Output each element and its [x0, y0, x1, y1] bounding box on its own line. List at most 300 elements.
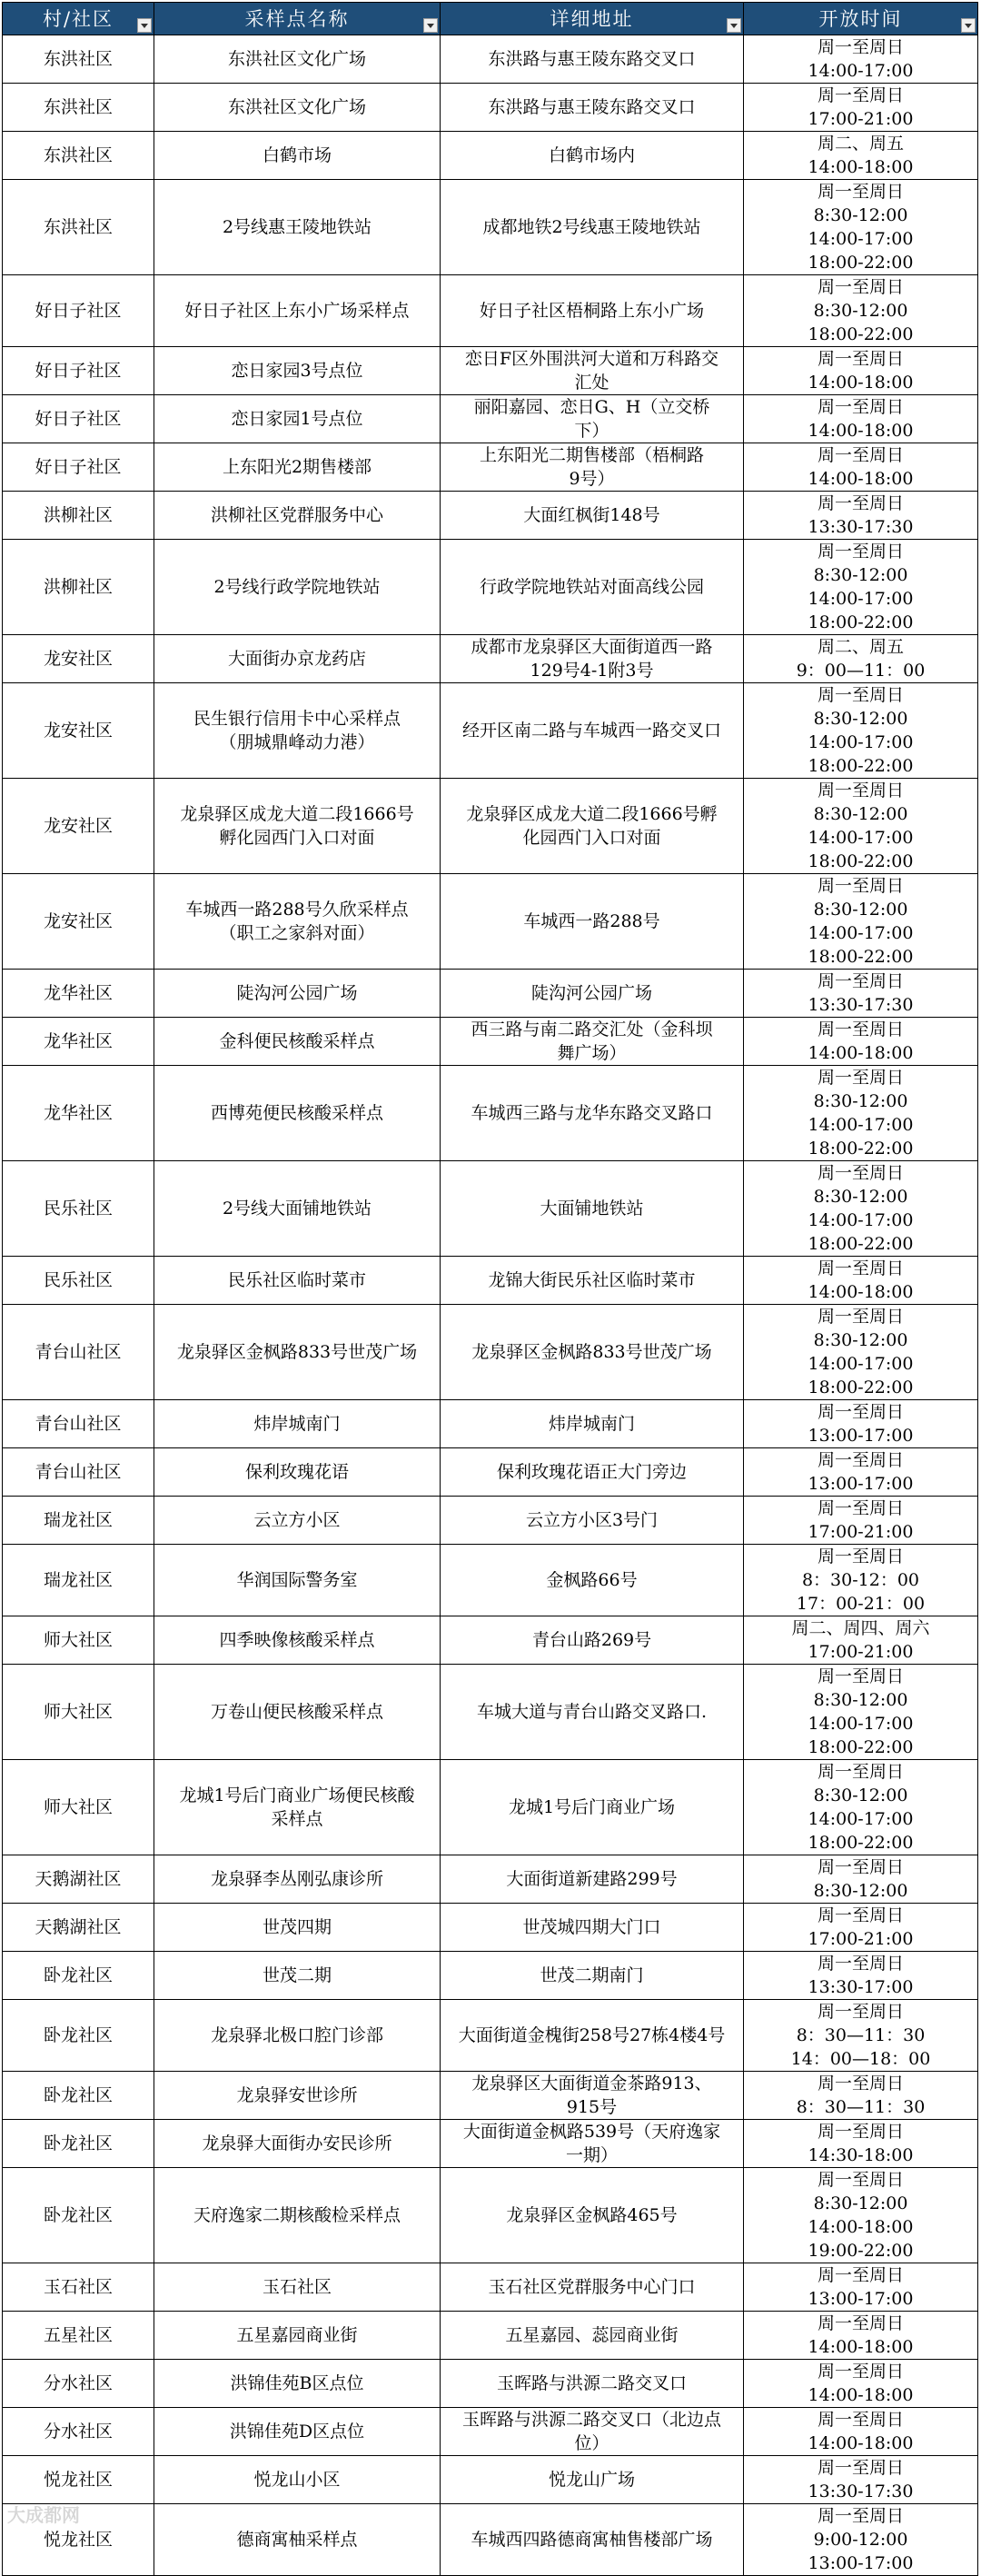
- cell-line: 周一至周日: [817, 876, 904, 896]
- cell-line: 玉晖路与洪源二路交叉口: [496, 2373, 687, 2393]
- cell-line: 西三路与南二路交汇处（金科坝: [471, 1019, 713, 1039]
- community-cell: 瑞龙社区: [3, 1545, 154, 1616]
- cell-line: 周一至周日: [817, 1498, 904, 1518]
- site-name-cell: [154, 874, 441, 970]
- cell-line: 周二、周五: [817, 637, 904, 657]
- table-row: [3, 443, 978, 492]
- address-cell: [441, 779, 744, 874]
- community-cell: 分水社区: [3, 2408, 154, 2456]
- open-time-cell: [744, 492, 978, 540]
- cell-line: 周一至周日: [817, 2506, 904, 2526]
- cell-line: 周一至周日: [817, 971, 904, 991]
- cell-line: 14:30-18:00: [808, 2145, 914, 2165]
- address-cell: [441, 1400, 744, 1448]
- site-name-cell: [154, 2168, 441, 2263]
- cell-line: 周一至周日: [817, 781, 904, 801]
- cell-line: 13:30-17:30: [808, 995, 914, 1015]
- cell-line: 玉晖路与洪源二路交叉口（北边点: [461, 2410, 721, 2430]
- community-cell: 民乐社区: [3, 1257, 154, 1305]
- open-time-cell: [744, 540, 978, 635]
- table-row: [3, 1760, 978, 1855]
- cell-line: 好日子社区上东小广场采样点: [184, 301, 410, 321]
- open-time-cell: [744, 1665, 978, 1760]
- community-cell: 好日子社区: [3, 395, 154, 443]
- watermark-logo: 大成都网: [7, 2504, 80, 2526]
- header-site-name[interactable]: 采样点名称: [154, 3, 441, 35]
- cell-line: 14:00-17:00: [808, 923, 914, 943]
- site-name-cell: [154, 540, 441, 635]
- cell-line: 14:00-18:00: [808, 421, 914, 441]
- cell-line: 云立方小区3号门: [525, 1510, 659, 1530]
- site-name-cell: [154, 132, 441, 180]
- cell-line: 18:00-22:00: [808, 1833, 914, 1853]
- table-row: [3, 2000, 978, 2072]
- community-cell: 东洪社区: [3, 132, 154, 180]
- cell-line: 14:00-17:00: [808, 1809, 914, 1829]
- cell-line: 周一至周日: [817, 1762, 904, 1782]
- address-cell: [441, 1161, 744, 1257]
- cell-line: 8:30-12:00: [813, 804, 908, 824]
- cell-line: 四季映像核酸采样点: [219, 1630, 375, 1650]
- address-cell: [441, 2312, 744, 2360]
- table-row: [3, 84, 978, 132]
- community-cell: 天鹅湖社区: [3, 1855, 154, 1904]
- cell-line: 周一至周日: [817, 397, 904, 417]
- address-cell: [441, 1545, 744, 1616]
- cell-line: 周一至周日: [817, 182, 904, 202]
- cell-line: 8:30-12:00: [813, 565, 908, 585]
- table-row: [3, 874, 978, 970]
- open-time-cell: [744, 2360, 978, 2408]
- community-cell: 卧龙社区: [3, 2000, 154, 2072]
- cell-line: 大面街办京龙药店: [227, 649, 366, 669]
- cell-line: 2号线大面铺地铁站: [222, 1198, 372, 1218]
- table-row: [3, 2456, 978, 2504]
- cell-line: 玉石社区党群服务中心门口: [488, 2277, 696, 2297]
- open-time-cell: [744, 2408, 978, 2456]
- cell-line: 17：00-21：00: [796, 1594, 926, 1614]
- site-name-cell: [154, 1400, 441, 1448]
- cell-line: 东洪社区文化广场: [227, 49, 366, 69]
- cell-line: 14:00-18:00: [808, 1282, 914, 1302]
- cell-line: 周二、周五: [817, 134, 904, 154]
- cell-line: 炜岸城南门: [253, 1414, 341, 1434]
- cell-line: 13:00-17:00: [808, 1426, 914, 1446]
- address-cell: [441, 2120, 744, 2168]
- cell-line: 14:00-17:00: [808, 732, 914, 752]
- table-row: [3, 540, 978, 635]
- site-name-cell: [154, 2000, 441, 2072]
- cell-line: 周一至周日: [817, 2410, 904, 2430]
- cell-line: 东洪路与惠王陵东路交叉口: [488, 97, 696, 117]
- open-time-cell: [744, 275, 978, 347]
- cell-line: 周一至周日: [817, 1547, 904, 1566]
- cell-line: 大面红枫街148号: [523, 505, 660, 525]
- cell-line: 车城西一路288号: [523, 911, 660, 931]
- cell-line: 民乐社区临时菜市: [227, 1270, 366, 1290]
- header-community[interactable]: 村/社区: [3, 3, 154, 35]
- cell-line: 18:00-22:00: [808, 612, 914, 632]
- table-row: [3, 1018, 978, 1066]
- address-cell: [441, 1066, 744, 1161]
- cell-line: 天府逸家二期核酸检采样点: [193, 2205, 401, 2225]
- open-time-cell: [744, 1855, 978, 1904]
- cell-line: 世茂四期: [262, 1917, 332, 1937]
- cell-line: 2号线惠王陵地铁站: [222, 217, 372, 237]
- cell-line: 上东阳光2期售楼部: [222, 457, 372, 477]
- open-time-cell: [744, 1545, 978, 1616]
- cell-line: 8:30-12:00: [813, 1785, 908, 1805]
- address-cell: [441, 492, 744, 540]
- community-cell: 师大社区: [3, 1665, 154, 1760]
- table-row: [3, 970, 978, 1018]
- cell-line: 13:00-17:00: [808, 2553, 914, 2573]
- site-name-cell: [154, 2072, 441, 2120]
- address-cell: [441, 2408, 744, 2456]
- cell-line: 8:30-12:00: [813, 1091, 908, 1111]
- header-open-time[interactable]: 开放时间: [744, 3, 978, 35]
- cell-line: 13:30-17:30: [808, 517, 914, 537]
- cell-line: 白鹤市场内: [548, 145, 635, 165]
- cell-line: 14:00-17:00: [808, 229, 914, 249]
- table-row: [3, 180, 978, 275]
- cell-line: 8：30-12：00: [801, 1570, 920, 1590]
- cell-line: 14:00-17:00: [808, 61, 914, 81]
- cell-line: 18:00-22:00: [808, 851, 914, 871]
- cell-line: 周一至周日: [817, 85, 904, 105]
- cell-line: 世茂二期: [262, 1965, 332, 1985]
- cell-line: 14:00-18:00: [808, 373, 914, 393]
- address-cell: [441, 1760, 744, 1855]
- open-time-cell: [744, 1616, 978, 1665]
- cell-line: 8:30-12:00: [813, 205, 908, 225]
- cell-line: 周一至周日: [817, 493, 904, 513]
- cell-line: 8:30-12:00: [813, 1330, 908, 1350]
- address-cell: [441, 1497, 744, 1545]
- cell-line: 龙泉驿安世诊所: [236, 2085, 358, 2105]
- cell-line: 14:00-17:00: [808, 1714, 914, 1734]
- cell-line: 周一至周日: [817, 2265, 904, 2285]
- site-name-cell: [154, 395, 441, 443]
- cell-line: 8：30—11：30: [796, 2025, 926, 2045]
- address-cell: [441, 1952, 744, 2000]
- community-cell: 悦龙社区: [3, 2456, 154, 2504]
- site-name-cell: [154, 1904, 441, 1952]
- cell-line: 周一至周日: [817, 1068, 904, 1088]
- cell-line: 行政学院地铁站对面高线公园: [479, 577, 704, 597]
- cell-line: 9：00—11：00: [796, 661, 926, 681]
- site-name-cell: [154, 1018, 441, 1066]
- address-cell: [441, 2168, 744, 2263]
- cell-line: 18:00-22:00: [808, 1234, 914, 1254]
- address-cell: [441, 395, 744, 443]
- table-row: [3, 1545, 978, 1616]
- site-name-cell: [154, 492, 441, 540]
- cell-line: 14:00-17:00: [808, 589, 914, 609]
- site-name-cell: [154, 347, 441, 395]
- cell-line: 14:00-18:00: [808, 1043, 914, 1063]
- cell-line: 恋日F区外围洪河大道和万科路交: [464, 349, 719, 369]
- table-row: [3, 1066, 978, 1161]
- cell-line: 18:00-22:00: [808, 947, 914, 967]
- cell-line: 17:00-21:00: [808, 1929, 914, 1949]
- cell-line: 白鹤市场: [262, 145, 332, 165]
- cell-line: 龙城1号后门商业广场便民核酸: [179, 1785, 415, 1805]
- cell-line: 13:30-17:30: [808, 2482, 914, 2501]
- community-cell: 洪柳社区: [3, 492, 154, 540]
- cell-line: 周一至周日: [817, 1666, 904, 1686]
- cell-line: 悦龙山广场: [548, 2470, 635, 2490]
- address-cell: [441, 180, 744, 275]
- site-name-cell: [154, 2312, 441, 2360]
- cell-line: 周一至周日: [817, 1402, 904, 1422]
- cell-line: 洪柳社区党群服务中心: [210, 505, 383, 525]
- cell-line: 好日子社区梧桐路上东小广场: [479, 301, 704, 321]
- cell-line: 18:00-22:00: [808, 1737, 914, 1757]
- cell-line: 东洪路与惠王陵东路交叉口: [488, 49, 696, 69]
- community-cell: 龙安社区: [3, 635, 154, 683]
- table-row: [3, 395, 978, 443]
- table-row: [3, 35, 978, 84]
- cell-line: 14：00—18：00: [790, 2049, 931, 2069]
- cell-line: 车城大道与青台山路交叉路口.: [476, 1702, 708, 1722]
- open-time-cell: [744, 635, 978, 683]
- cell-line: 18:00-22:00: [808, 1139, 914, 1159]
- community-cell: 卧龙社区: [3, 2168, 154, 2263]
- address-cell: [441, 84, 744, 132]
- address-cell: [441, 1305, 744, 1400]
- open-time-cell: [744, 347, 978, 395]
- address-cell: [441, 347, 744, 395]
- site-name-cell: [154, 180, 441, 275]
- community-cell: 卧龙社区: [3, 2120, 154, 2168]
- site-name-cell: [154, 1545, 441, 1616]
- cell-line: 舞广场）: [557, 1043, 627, 1063]
- cell-line: 8:30-12:00: [813, 301, 908, 321]
- cell-line: 采样点: [271, 1809, 323, 1829]
- cell-line: 炜岸城南门: [548, 1414, 635, 1434]
- community-cell: 民乐社区: [3, 1161, 154, 1257]
- table-row: [3, 1616, 978, 1665]
- cell-line: 周一至周日: [817, 2122, 904, 2142]
- cell-line: 周一至周日: [817, 1019, 904, 1039]
- filter-dropdown-icon[interactable]: [137, 18, 152, 33]
- site-name-cell: [154, 1760, 441, 1855]
- cell-line: 龙泉驿李丛刚弘康诊所: [210, 1869, 383, 1889]
- cell-line: 玉石社区: [262, 2277, 332, 2297]
- cell-line: 周一至周日: [817, 1905, 904, 1925]
- site-name-cell: [154, 1616, 441, 1665]
- cell-line: 915号: [566, 2097, 618, 2117]
- open-time-cell: [744, 1952, 978, 2000]
- community-cell: 玉石社区: [3, 2263, 154, 2312]
- site-name-cell: [154, 1305, 441, 1400]
- cell-line: 东洪社区文化广场: [227, 97, 366, 117]
- site-name-cell: [154, 1665, 441, 1760]
- cell-line: 悦龙山小区: [253, 2470, 341, 2490]
- sampling-sites-table: [2, 2, 978, 2576]
- address-cell: [441, 443, 744, 492]
- cell-line: 汇处: [574, 373, 609, 393]
- table-row: [3, 2504, 978, 2576]
- cell-line: 龙泉驿区成龙大道二段1666号孵: [466, 804, 718, 824]
- cell-line: 18:00-22:00: [808, 756, 914, 776]
- open-time-cell: [744, 1760, 978, 1855]
- cell-line: 华润国际警务室: [236, 1570, 358, 1590]
- cell-line: 14:00-17:00: [808, 1354, 914, 1374]
- community-cell: 洪柳社区: [3, 540, 154, 635]
- open-time-cell: [744, 1066, 978, 1161]
- cell-line: 14:00-18:00: [808, 469, 914, 489]
- site-name-cell: [154, 35, 441, 84]
- address-cell: [441, 2360, 744, 2408]
- cell-line: 青台山路269号: [531, 1630, 652, 1650]
- cell-line: 龙城1号后门商业广场: [508, 1797, 676, 1817]
- cell-line: 龙泉驿区金枫路465号: [506, 2205, 678, 2225]
- site-name-cell: [154, 443, 441, 492]
- cell-line: 龙泉驿区金枫路833号世茂广场: [471, 1342, 712, 1362]
- site-name-cell: [154, 1161, 441, 1257]
- cell-line: 2号线行政学院地铁站: [213, 577, 381, 597]
- cell-line: 世茂城四期大门口: [522, 1917, 661, 1937]
- address-cell: [441, 132, 744, 180]
- open-time-cell: [744, 2120, 978, 2168]
- cell-line: 14:00-17:00: [808, 1115, 914, 1135]
- cell-line: 8：30—11：30: [796, 2097, 926, 2117]
- cell-line: 14:00-17:00: [808, 1210, 914, 1230]
- cell-line: 周一至周日: [817, 2458, 904, 2478]
- open-time-cell: [744, 683, 978, 779]
- table-row: [3, 2263, 978, 2312]
- open-time-cell: [744, 2456, 978, 2504]
- cell-line: 保利玫瑰花语: [244, 1462, 349, 1482]
- site-name-cell: [154, 2456, 441, 2504]
- cell-line: 恋日家园3号点位: [231, 361, 363, 381]
- open-time-cell: [744, 1161, 978, 1257]
- table-row: [3, 2312, 978, 2360]
- cell-line: 13:00-17:00: [808, 1474, 914, 1494]
- cell-line: 14:00-18:00: [808, 2385, 914, 2405]
- cell-line: 丽阳嘉园、恋日G、H（立交桥: [473, 397, 710, 417]
- cell-line: 14:00-18:00: [808, 2433, 914, 2453]
- table-row: [3, 1952, 978, 2000]
- cell-line: 13:00-17:00: [808, 2289, 914, 2309]
- open-time-cell: [744, 1400, 978, 1448]
- site-name-cell: [154, 84, 441, 132]
- site-name-cell: [154, 1952, 441, 2000]
- cell-line: 五星嘉园、蕊园商业街: [505, 2325, 679, 2345]
- cell-line: 车城西三路与龙华东路交叉路口: [471, 1103, 713, 1123]
- cell-line: 8:30-12:00: [813, 709, 908, 729]
- cell-line: 车城西四路德商寓柚售楼部广场: [471, 2530, 713, 2550]
- table-row: [3, 1497, 978, 1545]
- header-row: [3, 3, 978, 35]
- community-cell: 五星社区: [3, 2312, 154, 2360]
- address-cell: [441, 1448, 744, 1497]
- cell-line: 金枫路66号: [546, 1570, 638, 1590]
- site-name-cell: [154, 2504, 441, 2576]
- cell-line: 化园西门入口对面: [522, 828, 661, 848]
- open-time-cell: [744, 132, 978, 180]
- cell-line: 西博苑便民核酸采样点: [210, 1103, 383, 1123]
- filter-dropdown-icon[interactable]: [423, 18, 438, 33]
- table-row: [3, 275, 978, 347]
- cell-line: 周一至周日: [817, 37, 904, 57]
- cell-line: 周一至周日: [817, 349, 904, 369]
- cell-line: 18:00-22:00: [808, 253, 914, 273]
- open-time-cell: [744, 395, 978, 443]
- cell-line: 五星嘉园商业街: [236, 2325, 358, 2345]
- cell-line: 周一至周日: [817, 1163, 904, 1183]
- cell-line: 大面铺地铁站: [540, 1198, 644, 1218]
- table-row: [3, 779, 978, 874]
- cell-line: 下）: [574, 421, 609, 441]
- community-cell: 青台山社区: [3, 1305, 154, 1400]
- site-name-cell: [154, 683, 441, 779]
- open-time-cell: [744, 1904, 978, 1952]
- cell-line: 14:00-18:00: [808, 2217, 914, 2237]
- cell-line: 车城西一路288号久欣采样点: [185, 900, 409, 920]
- cell-line: 龙泉驿区成龙大道二段1666号: [180, 804, 414, 824]
- cell-line: 龙锦大街民乐社区临时菜市: [488, 1270, 696, 1290]
- cell-line: 周一至周日: [817, 1258, 904, 1278]
- cell-line: 14:00-18:00: [808, 2337, 914, 2357]
- table-row: [3, 2072, 978, 2120]
- table-row: [3, 492, 978, 540]
- community-cell: 东洪社区: [3, 35, 154, 84]
- site-name-cell: [154, 1497, 441, 1545]
- site-name-cell: [154, 1855, 441, 1904]
- cell-line: 9号）: [569, 469, 615, 489]
- table-row: [3, 347, 978, 395]
- address-cell: [441, 35, 744, 84]
- cell-line: 成都市龙泉驿区大面街道西一路: [471, 637, 713, 657]
- table-row: [3, 1855, 978, 1904]
- open-time-cell: [744, 2072, 978, 2120]
- site-name-cell: [154, 1448, 441, 1497]
- cell-line: 洪锦佳苑D区点位: [229, 2422, 365, 2442]
- community-cell: 龙安社区: [3, 683, 154, 779]
- header-address[interactable]: 详细地址: [441, 3, 744, 35]
- cell-line: 18:00-22:00: [808, 324, 914, 344]
- cell-line: 周一至周日: [817, 445, 904, 465]
- site-name-cell: [154, 1066, 441, 1161]
- cell-line: 一期）: [565, 2145, 618, 2165]
- address-cell: [441, 683, 744, 779]
- cell-line: 周一至周日: [817, 2002, 904, 2022]
- filter-dropdown-icon[interactable]: [961, 18, 976, 33]
- address-cell: [441, 2456, 744, 2504]
- site-name-cell: [154, 2360, 441, 2408]
- table-row: [3, 1400, 978, 1448]
- cell-line: 14:00-18:00: [808, 157, 914, 177]
- table-row: [3, 2360, 978, 2408]
- community-cell: 好日子社区: [3, 443, 154, 492]
- cell-line: 云立方小区: [253, 1510, 341, 1530]
- cell-line: 民生银行信用卡中心采样点: [193, 709, 401, 729]
- address-cell: [441, 635, 744, 683]
- site-name-cell: [154, 970, 441, 1018]
- community-cell: 好日子社区: [3, 347, 154, 395]
- open-time-cell: [744, 1448, 978, 1497]
- cell-line: 龙泉驿区大面街道金茶路913、: [471, 2074, 712, 2094]
- cell-line: 17:00-21:00: [808, 1642, 914, 1662]
- cell-line: （职工之家斜对面）: [219, 923, 375, 943]
- community-cell: 青台山社区: [3, 1448, 154, 1497]
- community-cell: 龙华社区: [3, 1018, 154, 1066]
- cell-line: 周一至周日: [817, 1954, 904, 1974]
- filter-dropdown-icon[interactable]: [727, 18, 741, 33]
